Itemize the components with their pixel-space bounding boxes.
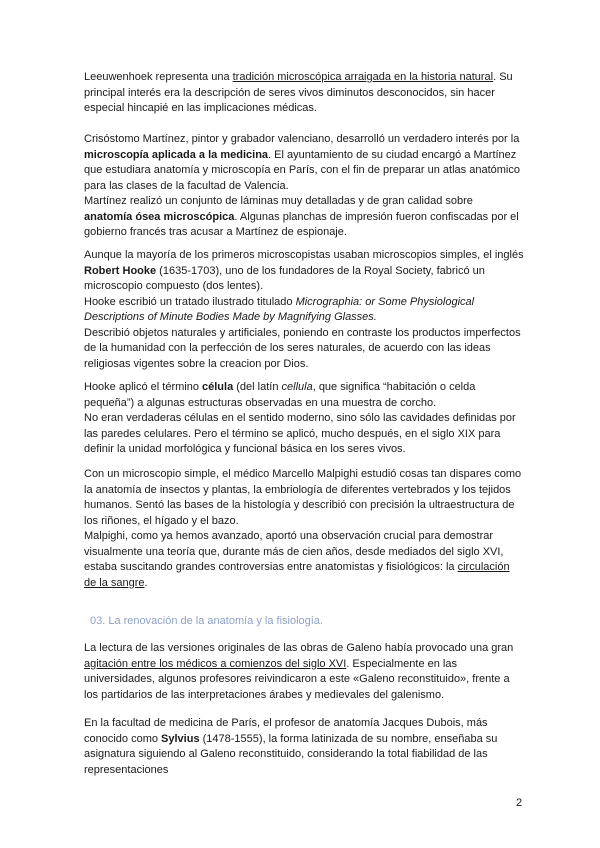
italic-text: cellula — [281, 381, 313, 393]
text: Aunque la mayoría de los primeros microscopistas usaban microscopios simples, el inglés — [84, 249, 524, 261]
page-number: 2 — [516, 797, 523, 809]
text: , que significa “habitación o celda pequeña”) a algunas estructuras observadas en una muestra de corcho. — [84, 381, 476, 409]
text: Leeuwenhoek representa una — [84, 71, 233, 83]
text: La lectura de las versiones originales de las obras de Galeno había provocado una gran — [84, 642, 514, 654]
text: Malpighi, como ya hemos avanzado, aportó una observación crucial para demostrar visualmente una teoría que, durante más de cien años, desde mediados del siglo XVI, estaba suscitando grandes controversias entre anatomistas y fisiológicos: la — [84, 530, 504, 573]
paragraph-leeuwenhoek — [84, 70, 524, 117]
text: Crisóstomo Martínez, pintor y grabador valenciano, desarrolló un verdadero interés por la — [84, 133, 520, 145]
text: No eran verdaderas células en el sentido moderno, sino sólo las cavidades definidas por las paredes celulares. Pero el término se aplicó, mucho después, en el siglo XIX para definir la unidad morfológica y funcional básica en los seres vivos. — [84, 412, 516, 455]
link-circulacion-sangre[interactable]: circulación de la sangre — [84, 561, 510, 589]
paragraph-crisostomo-martinez — [84, 132, 524, 241]
text: Hooke escribió un tratado ilustrado titulado — [84, 295, 296, 308]
text: . — [144, 576, 148, 589]
paragraph-sylvius — [84, 716, 524, 778]
paragraph-robert-hooke — [84, 248, 524, 372]
text: Con un microscopio simple, el médico Marcello Malpighi estudió cosas tan dispares como la anatomía de insectos y plantas, la embriología de diferentes vertebrados y los tejidos humanos. Sentó las bases de la histología y describió con precisión la ultraestructura de los riñones, el hígado y el bazo. — [84, 468, 522, 527]
bold-text: Sylvius — [161, 732, 200, 745]
text: . Especialmente en las universidades, algunos profesores reivindicaron a este «Galeno reconstituido», frente a los partidarios de las interpretaciones árabes y medievales del galenismo. — [84, 657, 510, 701]
text: (del latín — [233, 381, 282, 393]
link-tradicion-microscopica[interactable]: tradición microscópica arraigada en la historia natural — [232, 71, 494, 83]
text: . Su principal interés era la descripción de seres vivos diminutos desconocidos, sin hacer especial hincapié en las implicaciones médicas. — [84, 71, 513, 114]
text: Hooke aplicó el término — [84, 381, 203, 393]
text: Martínez realizó un conjunto de láminas muy detalladas y de gran calidad sobre — [84, 195, 473, 207]
text: (1478-1555), la forma latinizada de su nombre, enseñaba su asignatura siguiendo al Galeno reconstituido, considerando la total fiabilidad de las representaciones — [84, 732, 498, 776]
bold-text: célula — [202, 381, 234, 393]
link-agitacion-medicos[interactable]: agitación entre los médicos a comienzos del siglo XVI — [84, 657, 347, 670]
paragraph-celula — [84, 380, 524, 458]
text: . El ayuntamiento de su ciudad encargó a Martínez que estudiara anatomía y microscopía en París, con el fin de preparar un atlas anatómico para las clases de la facultad de Valencia. — [84, 148, 520, 192]
text: Describió objetos naturales y artificiales, poniendo en contraste los productos imperfectos de la humanidad con la perfección de los seres naturales, de acuerdo con las ideas religiosas vigentes sobre la creacion por Dios. — [84, 326, 521, 370]
bold-text: anatomía ósea microscópica — [84, 210, 235, 223]
paragraph-malpighi — [84, 467, 524, 591]
italic-title: Micrographia: or Some Physiological Descriptions of Minute Bodies Made by Magnifying Glasses. — [84, 295, 475, 323]
text: En la facultad de medicina de París, el profesor de anatomía Jacques Dubois, más conocido como — [84, 717, 488, 745]
bold-text: Robert Hooke — [84, 264, 157, 277]
section-heading: 03. La renovación de la anatomía y la fisiología. — [90, 615, 323, 627]
text: . Algunas planchas de impresión fueron confiscadas por el gobierno francés tras acusar a Martínez de espionaje. — [84, 210, 519, 238]
text: (1635-1703), uno de los fundadores de la Royal Society, fabricó un microscopio compuesto (dos lentes). — [84, 264, 485, 292]
paragraph-galeno — [84, 641, 524, 703]
bold-text: microscopía aplicada a la medicina — [84, 148, 269, 161]
